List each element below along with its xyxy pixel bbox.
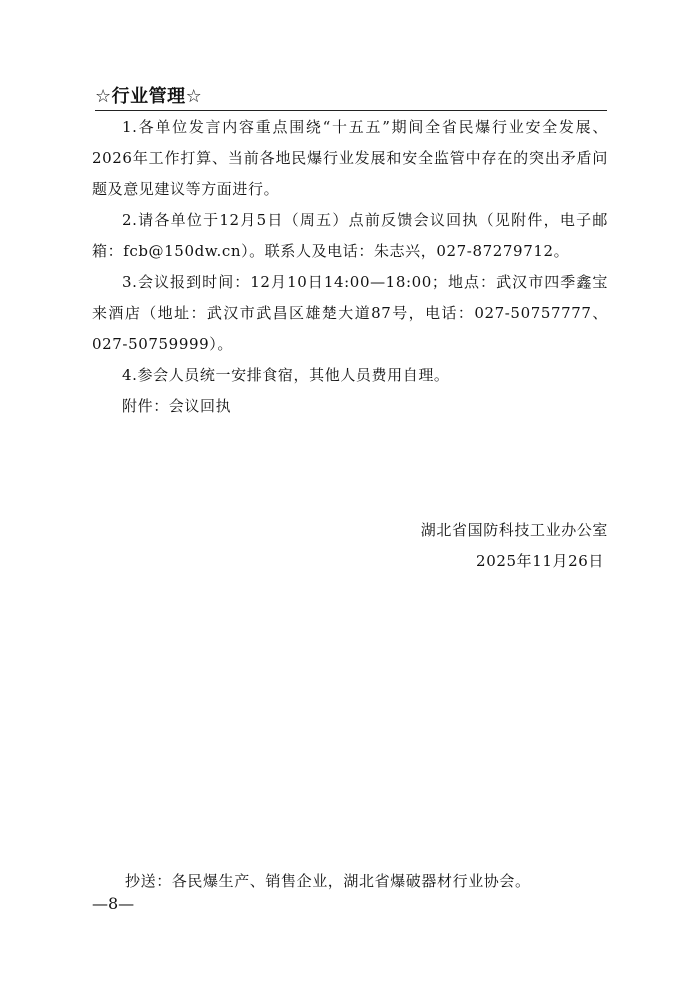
document-body bbox=[92, 112, 608, 422]
paragraph-1: 1.各单位发言内容重点围绕“十五五”期间全省民爆行业安全发展、2026年工作打算、当前各地民爆行业发展和安全监管中存在的突出矛盾问题及意见建议等方面进行。 bbox=[92, 118, 608, 198]
attachment-line: 附件：会议回执 bbox=[122, 397, 232, 415]
paragraph-3: 3.会议报到时间：12月10日14:00—18:00；地点：武汉市四季鑫宝来酒店（地址：武汉市武昌区雄楚大道87号，电话：027-50757777、027-50759999）。 bbox=[92, 273, 608, 353]
section-header bbox=[95, 80, 607, 111]
section-title: ☆行业管理☆ bbox=[95, 86, 203, 107]
page-number: —8— bbox=[92, 894, 135, 913]
paragraph-4: 4.参会人员统一安排食宿，其他人员费用自理。 bbox=[122, 366, 450, 384]
signature-org: 湖北省国防科技工业办公室 bbox=[420, 521, 608, 539]
signature-block bbox=[421, 515, 608, 577]
paragraph-2: 2.请各单位于12月5日（周五）点前反馈会议回执（见附件，电子邮箱：fcb@150dw.cn）。联系人及电话：朱志兴，027-87279712。 bbox=[92, 211, 608, 260]
cc-line: 抄送：各民爆生产、销售企业，湖北省爆破器材行业协会。 bbox=[125, 872, 531, 890]
signature-date: 2025年11月26日 bbox=[476, 552, 604, 570]
